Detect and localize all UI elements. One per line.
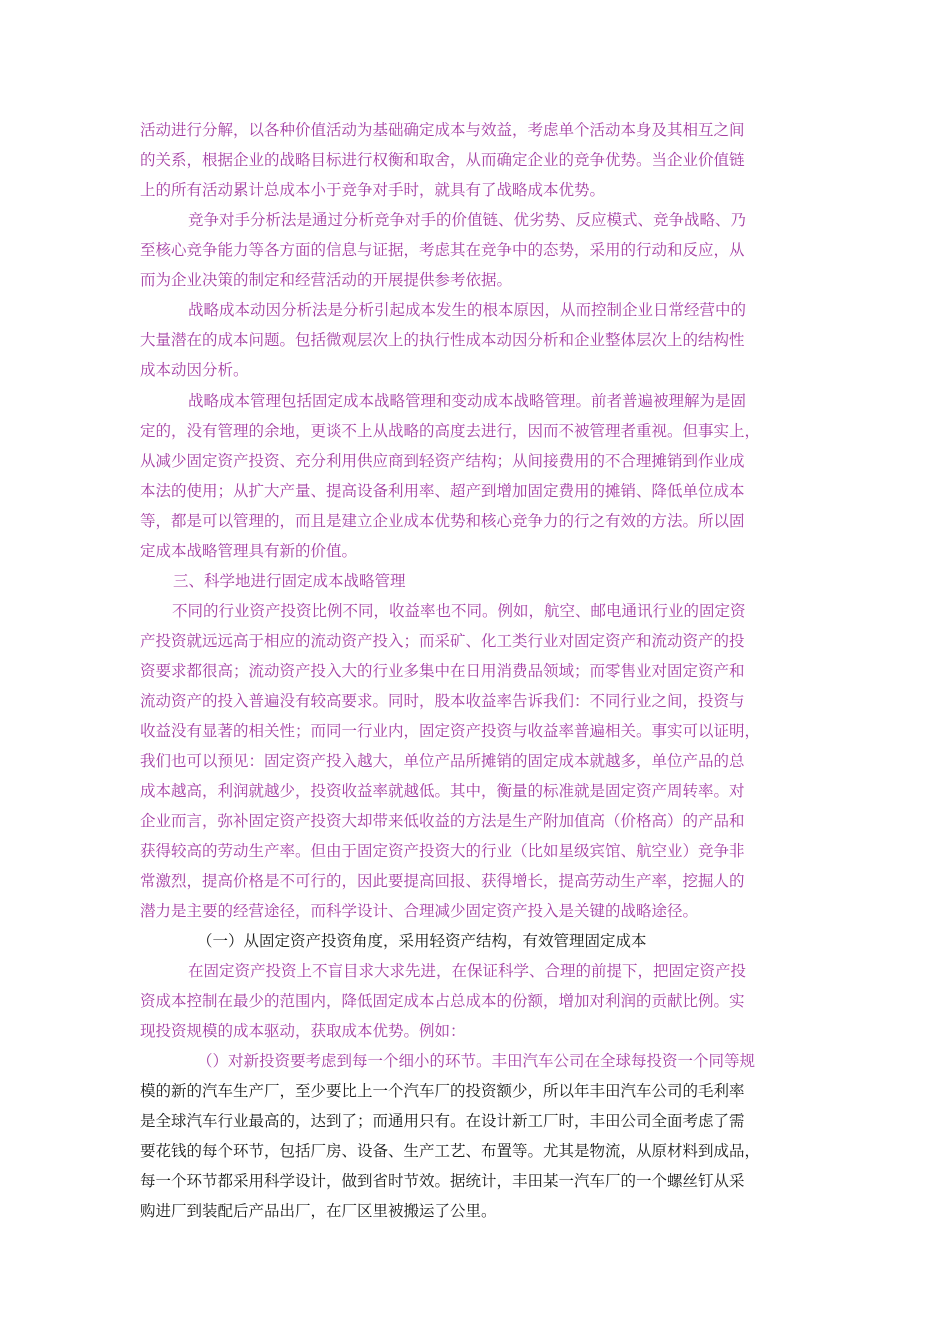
text-line: 从减少固定资产投资、充分利用供应商到轻资产结构；从间接费用的不合理摊销到作业成	[140, 452, 745, 470]
text-line: 战略成本动因分析法是分析引起成本发生的根本原因，从而控制企业日常经营中的	[188, 301, 747, 319]
text-line: 成本动因分析。	[140, 361, 249, 379]
text-line: 定的，没有管理的余地，更谈不上从战略的高度去进行，因而不被管理者重视。但事实上，	[140, 422, 761, 440]
text-line: 上的所有活动累计总成本小于竞争对手时，就具有了战略成本优势。	[140, 181, 606, 199]
text-line: 流动资产的投入普遍没有较高要求。同时，股本收益率告诉我们：不同行业之间，投资与	[140, 692, 745, 710]
text-line: 是全球汽车行业最高的，达到了；而通用只有。在设计新工厂时，丰田公司全面考虑了需	[140, 1112, 745, 1130]
text-line: 大量潜在的成本问题。包括微观层次上的执行性成本动因分析和企业整体层次上的结构性	[140, 331, 745, 349]
text-line: 我们也可以预见：固定资产投入越大，单位产品所摊销的固定成本就越多，单位产品的总	[140, 752, 745, 770]
text-line: 现投资规模的成本驱动，获取成本优势。例如：	[140, 1022, 466, 1040]
text-line: 至核心竞争能力等各方面的信息与证据，考虑其在竞争中的态势，采用的行动和反应，从	[140, 241, 745, 259]
text-line: 在固定资产投资上不盲目求大求先进，在保证科学、合理的前提下，把固定资产投	[188, 962, 747, 980]
text-line: 每一个环节都采用科学设计，做到省时节效。据统计，丰田某一汽车厂的一个螺丝钉从采	[140, 1172, 745, 1190]
subsection-heading: （一）从固定资产投资角度，采用轻资产结构，有效管理固定成本	[197, 932, 647, 950]
text-line: 等，都是可以管理的，而且是建立企业成本优势和核心竞争力的行之有效的方法。所以固	[140, 512, 745, 530]
text-line: 成本越高，利润就越少，投资收益率就越低。其中，衡量的标准就是固定资产周转率。对	[140, 782, 745, 800]
text-line: 活动进行分解，以各种价值活动为基础确定成本与效益，考虑单个活动本身及其相互之间	[140, 121, 745, 139]
text-line: 的关系，根据企业的战略目标进行权衡和取舍，从而确定企业的竞争优势。当企业价值链	[140, 151, 745, 169]
text-line: 收益没有显著的相关性；而同一行业内，固定资产投资与收益率普遍相关。事实可以证明，	[140, 722, 761, 740]
text-line: 常激烈，提高价格是不可行的，因此要提高回报、获得增长，提高劳动生产率，挖掘人的	[140, 872, 745, 890]
text-line: 企业而言，弥补固定资产投资大却带来低收益的方法是生产附加值高（价格高）的产品和	[140, 812, 745, 830]
text-line: 不同的行业资产投资比例不同，收益率也不同。例如，航空、邮电通讯行业的固定资	[172, 602, 746, 620]
text-line: 模的新的汽车生产厂，至少要比上一个汽车厂的投资额少，所以年丰田汽车公司的毛利率	[140, 1082, 745, 1100]
text-line: （）对新投资要考虑到每一个细小的环节。丰田汽车公司在全球每投资一个同等规	[197, 1052, 756, 1070]
text-line: 资要求都很高；流动资产投入大的行业多集中在日用消费品领域；而零售业对固定资产和	[140, 662, 745, 680]
text-line: 竞争对手分析法是通过分析竞争对手的价值链、优劣势、反应模式、竞争战略、乃	[188, 211, 747, 229]
text-line: 潜力是主要的经营途径，而科学设计、合理减少固定资产投入是关键的战略途径。	[140, 902, 699, 920]
text-line: 战略成本管理包括固定成本战略管理和变动成本战略管理。前者普遍被理解为是固	[188, 392, 747, 410]
text-line: 资成本控制在最少的范围内，降低固定成本占总成本的份额，增加对利润的贡献比例。实	[140, 992, 745, 1010]
text-line: 获得较高的劳动生产率。但由于固定资产投资大的行业（比如星级宾馆、航空业）竞争非	[140, 842, 745, 860]
text-line: 本法的使用；从扩大产量、提高设备利用率、超产到增加固定费用的摊销、降低单位成本	[140, 482, 745, 500]
text-line: 而为企业决策的制定和经营活动的开展提供参考依据。	[140, 271, 513, 289]
text-line: 购进厂到装配后产品出厂，在厂区里被搬运了公里。	[140, 1202, 497, 1220]
text-line: 产投资就远远高于相应的流动资产投入；而采矿、化工类行业对固定资产和流动资产的投	[140, 632, 745, 650]
section-heading: 三、科学地进行固定成本战略管理	[173, 572, 406, 590]
text-line: 定成本战略管理具有新的价值。	[140, 542, 358, 560]
text-line: 要花钱的每个环节，包括厂房、设备、生产工艺、布置等。尤其是物流，从原材料到成品，	[140, 1142, 761, 1160]
